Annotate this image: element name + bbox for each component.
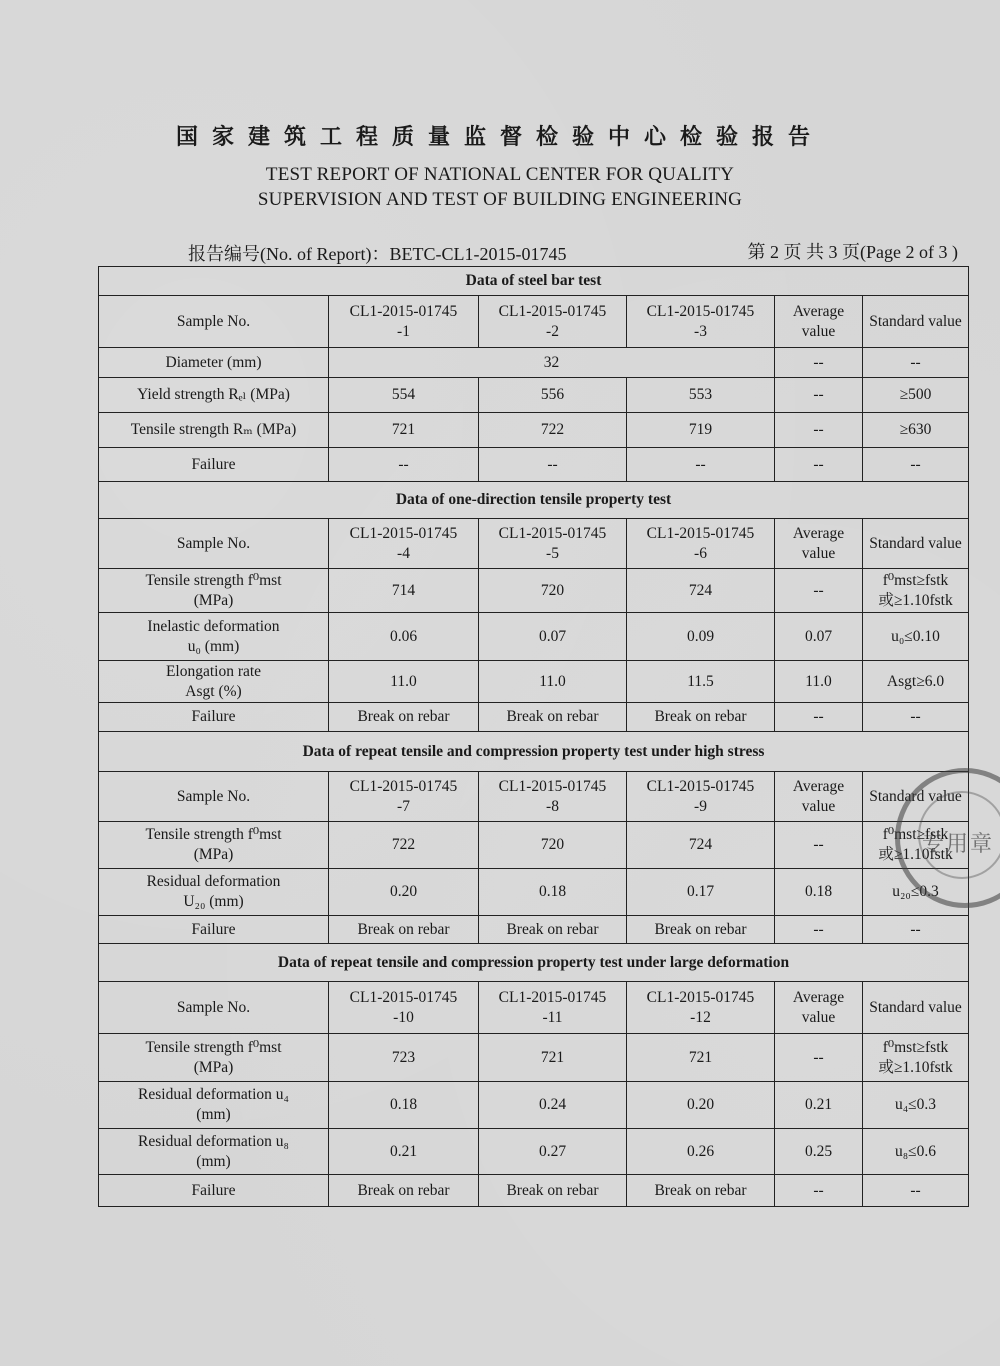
- cell-value: 0.20: [329, 869, 479, 916]
- sample-id: CL1-2015-01745: [349, 777, 458, 795]
- cell-value: 721: [479, 1034, 627, 1082]
- row-label: [99, 822, 329, 869]
- cell-average: --: [775, 1034, 863, 1082]
- cell-value: 721: [627, 1034, 775, 1082]
- cell-value: Break on rebar: [627, 916, 775, 944]
- cell-value: 0.20: [627, 1082, 775, 1129]
- header-average: Average value: [775, 296, 863, 348]
- section-title-row: [99, 267, 969, 296]
- results-table-wrapper: [98, 266, 968, 1207]
- cell-value: Break on rebar: [329, 916, 479, 944]
- row-label: [99, 1082, 329, 1129]
- sample-suffix: -1: [397, 322, 410, 340]
- cell-standard: u₀≤0.10: [863, 613, 969, 661]
- header-sample-1: [329, 296, 479, 348]
- table-header-row: [99, 519, 969, 569]
- standard-line1: f⁰mst≥fstk: [882, 571, 949, 589]
- cell-value: 724: [627, 569, 775, 613]
- sample-suffix: -8: [546, 797, 559, 815]
- section-title-one-direction: Data of one-direction tensile property test: [99, 482, 969, 519]
- cell-value: --: [329, 448, 479, 482]
- table-row: [99, 916, 969, 944]
- report-title-en-line1: TEST REPORT OF NATIONAL CENTER FOR QUALITY: [265, 164, 735, 185]
- table-header-row: [99, 772, 969, 822]
- section-title-high-stress: Data of repeat tensile and compression property test under high stress: [99, 732, 969, 772]
- row-label: [99, 1129, 329, 1175]
- header-sample-no: Sample No.: [99, 296, 329, 348]
- cell-value: 0.24: [479, 1082, 627, 1129]
- table-row: [99, 1129, 969, 1175]
- cell-average: 11.0: [775, 661, 863, 703]
- section-title-row: [99, 944, 969, 982]
- sample-id: CL1-2015-01745: [498, 302, 607, 320]
- cell-value: Break on rebar: [627, 703, 775, 732]
- header-sample-no: Sample No.: [99, 772, 329, 822]
- sample-suffix: -12: [690, 1008, 711, 1026]
- table-row: [99, 448, 969, 482]
- cell-average: 0.25: [775, 1129, 863, 1175]
- table-row: [99, 613, 969, 661]
- header-sample-9: [627, 772, 775, 822]
- cell-average: --: [775, 916, 863, 944]
- row-label-line1: Tensile strength f⁰mst: [145, 1038, 282, 1056]
- table-row: [99, 348, 969, 378]
- cell-value: 722: [329, 822, 479, 869]
- sample-id: CL1-2015-01745: [498, 524, 607, 542]
- header-sample-2: [479, 296, 627, 348]
- table-row: [99, 569, 969, 613]
- standard-line2: 或≥1.10fstk: [878, 1058, 953, 1076]
- cell-average: --: [775, 1175, 863, 1207]
- cell-value: 553: [627, 378, 775, 413]
- standard-line1: f⁰mst≥fstk: [882, 1038, 949, 1056]
- standard-line1: f⁰mst≥fstk: [882, 826, 949, 843]
- table-row: [99, 661, 969, 703]
- row-label-line2: u₀ (mm): [187, 637, 240, 655]
- cell-value: 724: [627, 822, 775, 869]
- section-title-steel-bar: Data of steel bar test: [99, 267, 969, 296]
- row-label-line1: Tensile strength f⁰mst: [145, 571, 282, 589]
- page-number: 第 2 页 共 3 页(Page 2 of 3 ): [747, 242, 958, 262]
- header-sample-no: Sample No.: [99, 519, 329, 569]
- sample-suffix: -3: [694, 322, 707, 340]
- cell-value: --: [627, 448, 775, 482]
- header-sample-10: [329, 982, 479, 1034]
- cell-value: 554: [329, 378, 479, 413]
- row-label-line1: Residual deformation u₄: [138, 1086, 289, 1103]
- sample-id: CL1-2015-01745: [646, 988, 755, 1006]
- sample-suffix: -6: [694, 544, 707, 562]
- cell-value: Break on rebar: [329, 703, 479, 732]
- cell-standard: u₂₀≤0.3: [863, 869, 969, 916]
- row-label: Diameter (mm): [99, 348, 329, 378]
- table-row: [99, 1034, 969, 1082]
- sample-suffix: -4: [397, 544, 410, 562]
- row-label: [99, 869, 329, 916]
- section-title-row: [99, 482, 969, 519]
- sample-id: CL1-2015-01745: [349, 988, 458, 1006]
- cell-value: Break on rebar: [479, 1175, 627, 1207]
- sample-suffix: -10: [393, 1008, 414, 1026]
- row-label: Failure: [99, 703, 329, 732]
- cell-standard: [863, 569, 969, 613]
- header-sample-8: [479, 772, 627, 822]
- table-row: [99, 1082, 969, 1129]
- row-label: Tensile strength Rₘ (MPa): [99, 413, 329, 448]
- cell-value: 722: [479, 413, 627, 448]
- cell-value: 0.27: [479, 1129, 627, 1175]
- sample-id: CL1-2015-01745: [498, 988, 607, 1006]
- official-seal-text: 专用章: [922, 832, 995, 857]
- header-standard: Standard value: [863, 982, 969, 1034]
- row-label: Failure: [99, 916, 329, 944]
- table-row: [99, 413, 969, 448]
- row-label-line2: (MPa): [193, 846, 234, 863]
- cell-value: Break on rebar: [329, 1175, 479, 1207]
- cell-standard: ≥500: [863, 378, 969, 413]
- row-label-line2: (mm): [196, 1152, 231, 1170]
- header-sample-4: [329, 519, 479, 569]
- cell-standard: u₄≤0.3: [863, 1082, 969, 1129]
- cell-standard: --: [863, 703, 969, 732]
- cell-value: 11.0: [329, 661, 479, 703]
- table-row: [99, 378, 969, 413]
- cell-value: 0.18: [329, 1082, 479, 1129]
- cell-value: 719: [627, 413, 775, 448]
- cell-value: Break on rebar: [479, 703, 627, 732]
- sample-suffix: -2: [546, 322, 559, 340]
- section-title-row: [99, 732, 969, 772]
- diameter-value: 32: [329, 348, 775, 378]
- cell-value: Break on rebar: [479, 916, 627, 944]
- cell-value: 720: [479, 822, 627, 869]
- report-title-cn: 国家建筑工程质量监督检验中心检验报告: [175, 125, 824, 150]
- sample-id: CL1-2015-01745: [349, 524, 458, 542]
- cell-value: 0.21: [329, 1129, 479, 1175]
- cell-value: 0.06: [329, 613, 479, 661]
- row-label: Failure: [99, 1175, 329, 1207]
- cell-standard: u₈≤0.6: [863, 1129, 969, 1175]
- cell-value: 721: [329, 413, 479, 448]
- header-standard: Standard value: [863, 772, 969, 822]
- section-title-large-deformation: Data of repeat tensile and compression property test under large deformation: [99, 944, 969, 982]
- standard-line2: 或≥1.10fstk: [878, 846, 953, 863]
- row-label-line1: Elongation rate: [165, 662, 262, 680]
- cell-standard: --: [863, 1175, 969, 1207]
- cell-value: 0.09: [627, 613, 775, 661]
- row-label-line2: (MPa): [193, 1058, 234, 1076]
- header-sample-6: [627, 519, 775, 569]
- cell-value: 0.26: [627, 1129, 775, 1175]
- row-label-line1: Tensile strength f⁰mst: [145, 826, 282, 843]
- sample-suffix: -11: [542, 1008, 563, 1026]
- cell-standard: --: [863, 916, 969, 944]
- header-sample-no: Sample No.: [99, 982, 329, 1034]
- header-average: Average value: [775, 982, 863, 1034]
- cell-average: 0.18: [775, 869, 863, 916]
- sample-suffix: -7: [397, 797, 410, 815]
- cell-average: 0.07: [775, 613, 863, 661]
- cell-average: --: [775, 378, 863, 413]
- cell-standard: --: [863, 448, 969, 482]
- row-label: [99, 569, 329, 613]
- header-sample-5: [479, 519, 627, 569]
- cell-value: 11.0: [479, 661, 627, 703]
- cell-average: --: [775, 703, 863, 732]
- report-number: 报告编号(No. of Report)：BETC-CL1-2015-01745: [188, 244, 567, 264]
- cell-average: --: [775, 569, 863, 613]
- diameter-average: --: [775, 348, 863, 378]
- cell-value: 714: [329, 569, 479, 613]
- row-label-line1: Residual deformation u₈: [138, 1132, 289, 1150]
- table-row: [99, 703, 969, 732]
- header-sample-7: [329, 772, 479, 822]
- header-standard: Standard value: [863, 519, 969, 569]
- row-label-line2: U₂₀ (mm): [183, 893, 244, 910]
- cell-standard: [863, 822, 969, 869]
- row-label-line1: Residual deformation: [146, 873, 281, 890]
- row-label-line2: (MPa): [193, 591, 234, 609]
- table-row: [99, 869, 969, 916]
- header-average: Average value: [775, 772, 863, 822]
- cell-standard: ≥630: [863, 413, 969, 448]
- report-title-en-line2: SUPERVISION AND TEST OF BUILDING ENGINEERING: [257, 189, 743, 210]
- cell-value: 556: [479, 378, 627, 413]
- sample-id: CL1-2015-01745: [646, 524, 755, 542]
- cell-value: Break on rebar: [627, 1175, 775, 1207]
- sample-id: CL1-2015-01745: [646, 302, 755, 320]
- table-row: [99, 1175, 969, 1207]
- header-sample-12: [627, 982, 775, 1034]
- cell-value: 723: [329, 1034, 479, 1082]
- row-label: Failure: [99, 448, 329, 482]
- header-sample-11: [479, 982, 627, 1034]
- row-label: [99, 1034, 329, 1082]
- row-label-line1: Inelastic deformation: [147, 617, 280, 635]
- cell-average: 0.21: [775, 1082, 863, 1129]
- header-average: Average value: [775, 519, 863, 569]
- cell-value: 11.5: [627, 661, 775, 703]
- table-row: [99, 822, 969, 869]
- header-sample-3: [627, 296, 775, 348]
- row-label-line2: (mm): [196, 1106, 231, 1123]
- cell-standard: [863, 1034, 969, 1082]
- sample-id: CL1-2015-01745: [498, 777, 607, 795]
- diameter-standard: --: [863, 348, 969, 378]
- cell-value: 0.07: [479, 613, 627, 661]
- cell-value: 0.18: [479, 869, 627, 916]
- standard-line2: 或≥1.10fstk: [878, 591, 953, 609]
- cell-average: --: [775, 413, 863, 448]
- sample-id: CL1-2015-01745: [646, 777, 755, 795]
- cell-average: --: [775, 822, 863, 869]
- cell-value: 720: [479, 569, 627, 613]
- row-label: [99, 613, 329, 661]
- cell-average: --: [775, 448, 863, 482]
- sample-id: CL1-2015-01745: [349, 302, 458, 320]
- table-header-row: [99, 982, 969, 1034]
- header-standard: Standard value: [863, 296, 969, 348]
- row-label: [99, 661, 329, 703]
- table-header-row: [99, 296, 969, 348]
- row-label: Yield strength Rₑₗ (MPa): [99, 378, 329, 413]
- row-label-line2: Asgt (%): [185, 682, 242, 700]
- sample-suffix: -5: [546, 544, 559, 562]
- cell-value: --: [479, 448, 627, 482]
- cell-standard: Asgt≥6.0: [863, 661, 969, 703]
- sample-suffix: -9: [694, 797, 707, 815]
- results-table: [98, 266, 969, 1207]
- cell-value: 0.17: [627, 869, 775, 916]
